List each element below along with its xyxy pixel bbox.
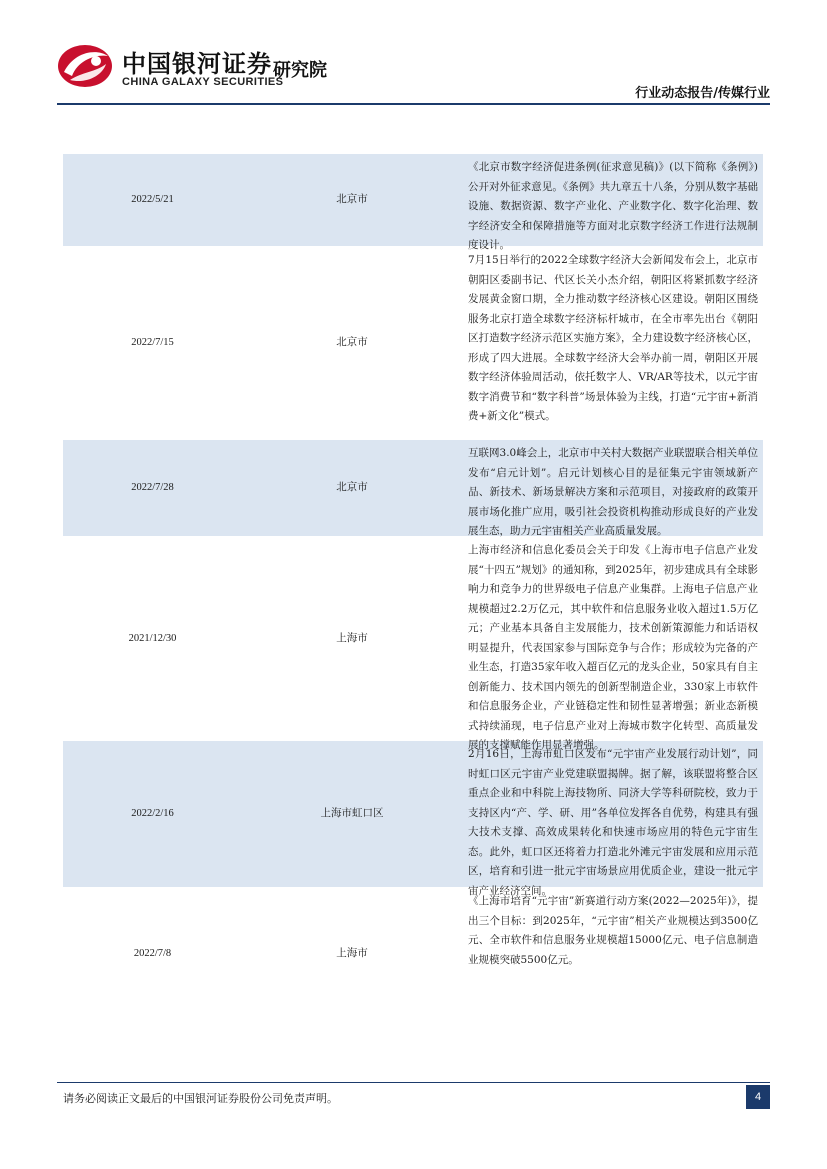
page-number: 4 [746,1085,770,1109]
disclaimer-text: 请务必阅读正文最后的中国银河证券股份公司免责声明。 [63,1092,338,1105]
row-location: 上海市 [336,947,368,960]
institute-name: 研究院 [273,60,327,81]
row-description: 2月16日，上海市虹口区发布“元宇宙产业发展行动计划”，同时虹口区元宇宙产业党建联盟揭牌。据了解，该联盟将整合区重点企业和中科院上海技物所、同济大学等科研院校，致力于支持区内“产、学、研、用”各单位发挥各自优势，构建具有强大技术支撑、高效成果转化和快速市场应用的特色元宇宙生态。此外，虹口区还将着力打造北外滩元宇宙发展和应用示范区，培育和引进一批元宇宙场景应用优质企业，建设一批元宇宙产业经济空间。 [468,748,758,897]
row-location: 上海市 [336,631,368,644]
row-date: 2022/5/21 [131,194,174,206]
row-date: 2021/12/30 [128,632,177,644]
table-row [63,741,763,897]
row-description: 上海市经济和信息化委员会关于印发《上海市电子信息产业发展“十四五”规划》的通知称，到2025年，初步建成具有全球影响力和竞争力的世界级电子信息产业集群。上海电子信息产业规模超过2.2万亿元，其中软件和信息服务业收入超过1.5万亿元；产业基本具备自主发展能力，技术创新策源能力和话语权明显提升，代表国家参与国际竞争与合作；形成较为完备的产业生态，打造35家年收入超百亿元的龙头企业，50家具有自主创新能力、技术国内领先的创新型制造企业，330家上市软件和信息服务企业，产业链稳定性和韧性显著增强；新业态新模式持续涌现，电子信息产业对上海城市数字化转型、高质量发展的支撑赋能作用显著增强。 [468,544,758,751]
row-date: 2022/7/8 [133,948,172,960]
header-divider [57,103,770,105]
row-location: 北京市 [336,336,368,349]
row-location: 北京市 [336,481,368,494]
row-location: 上海市虹口区 [320,807,384,820]
brand-name-cn: 中国银河证券 [122,50,272,78]
row-location: 北京市 [336,193,368,206]
galaxy-logo-icon [56,42,114,90]
row-date: 2022/7/28 [131,482,174,494]
report-type: 行业动态报告/传媒行业 [635,86,770,101]
row-description: 7月15日举行的2022全球数字经济大会新闻发布会上，北京市朝阳区委副书记、代区长关小杰介绍，朝阳区将紧抓数字经济发展黄金窗口期，全力推动数字经济核心区建设。朝阳区围绕服务北京打造全球数字经济标杆城市，在全市率先出台《朝阳区打造数字经济示范区实施方案》，全力建设数字经济核心区，形成了四大进展。全球数字经济大会举办前一周，朝阳区开展数字经济体验周活动，依托数字人、VR/AR等技术，以元宇宙数字消费节和“数字科普”场景体验为主线，打造“元宇宙+新消费+新文化”模式。 [468,254,758,422]
row-description: 《上海市培育“元宇宙”新赛道行动方案(2022—2025年)》，提出三个目标：到2025年，“元宇宙”相关产业规模达到3500亿元、全市软件和信息服务业规模超15000亿元、电子信息制造业规模突破5500亿元。 [468,895,758,966]
table-row [63,154,763,251]
footer-divider [57,1082,770,1083]
brand-name-en: CHINA GALAXY SECURITIES [122,76,284,88]
row-description: 互联网3.0峰会上，北京市中关村大数据产业联盟联合相关单位发布“启元计划”。启元计划核心目的是征集元宇宙领域新产品、新技术、新场景解决方案和示范项目，对接政府的政策开展市场化推广应用，吸引社会投资机构推动形成良好的产业发展生态，助力元宇宙相关产业高质量发展。 [468,447,758,537]
policy-table [63,154,763,1021]
row-description: 《北京市数字经济促进条例(征求意见稿)》(以下简称《条例》)公开对外征求意见。《条例》共九章五十八条，分别从数字基础设施、数据资源、数字产业化、产业数字化、数字化治理、数字经济安全和保障措施等方面对北京数字经济工作进行法规制度设计。 [468,161,758,251]
row-date: 2022/7/15 [131,337,174,349]
table-row [63,247,763,440]
row-date: 2022/2/16 [131,808,174,820]
table-row [63,888,763,1021]
table-row [63,537,763,751]
table-row [63,440,763,537]
page-header [0,0,827,105]
